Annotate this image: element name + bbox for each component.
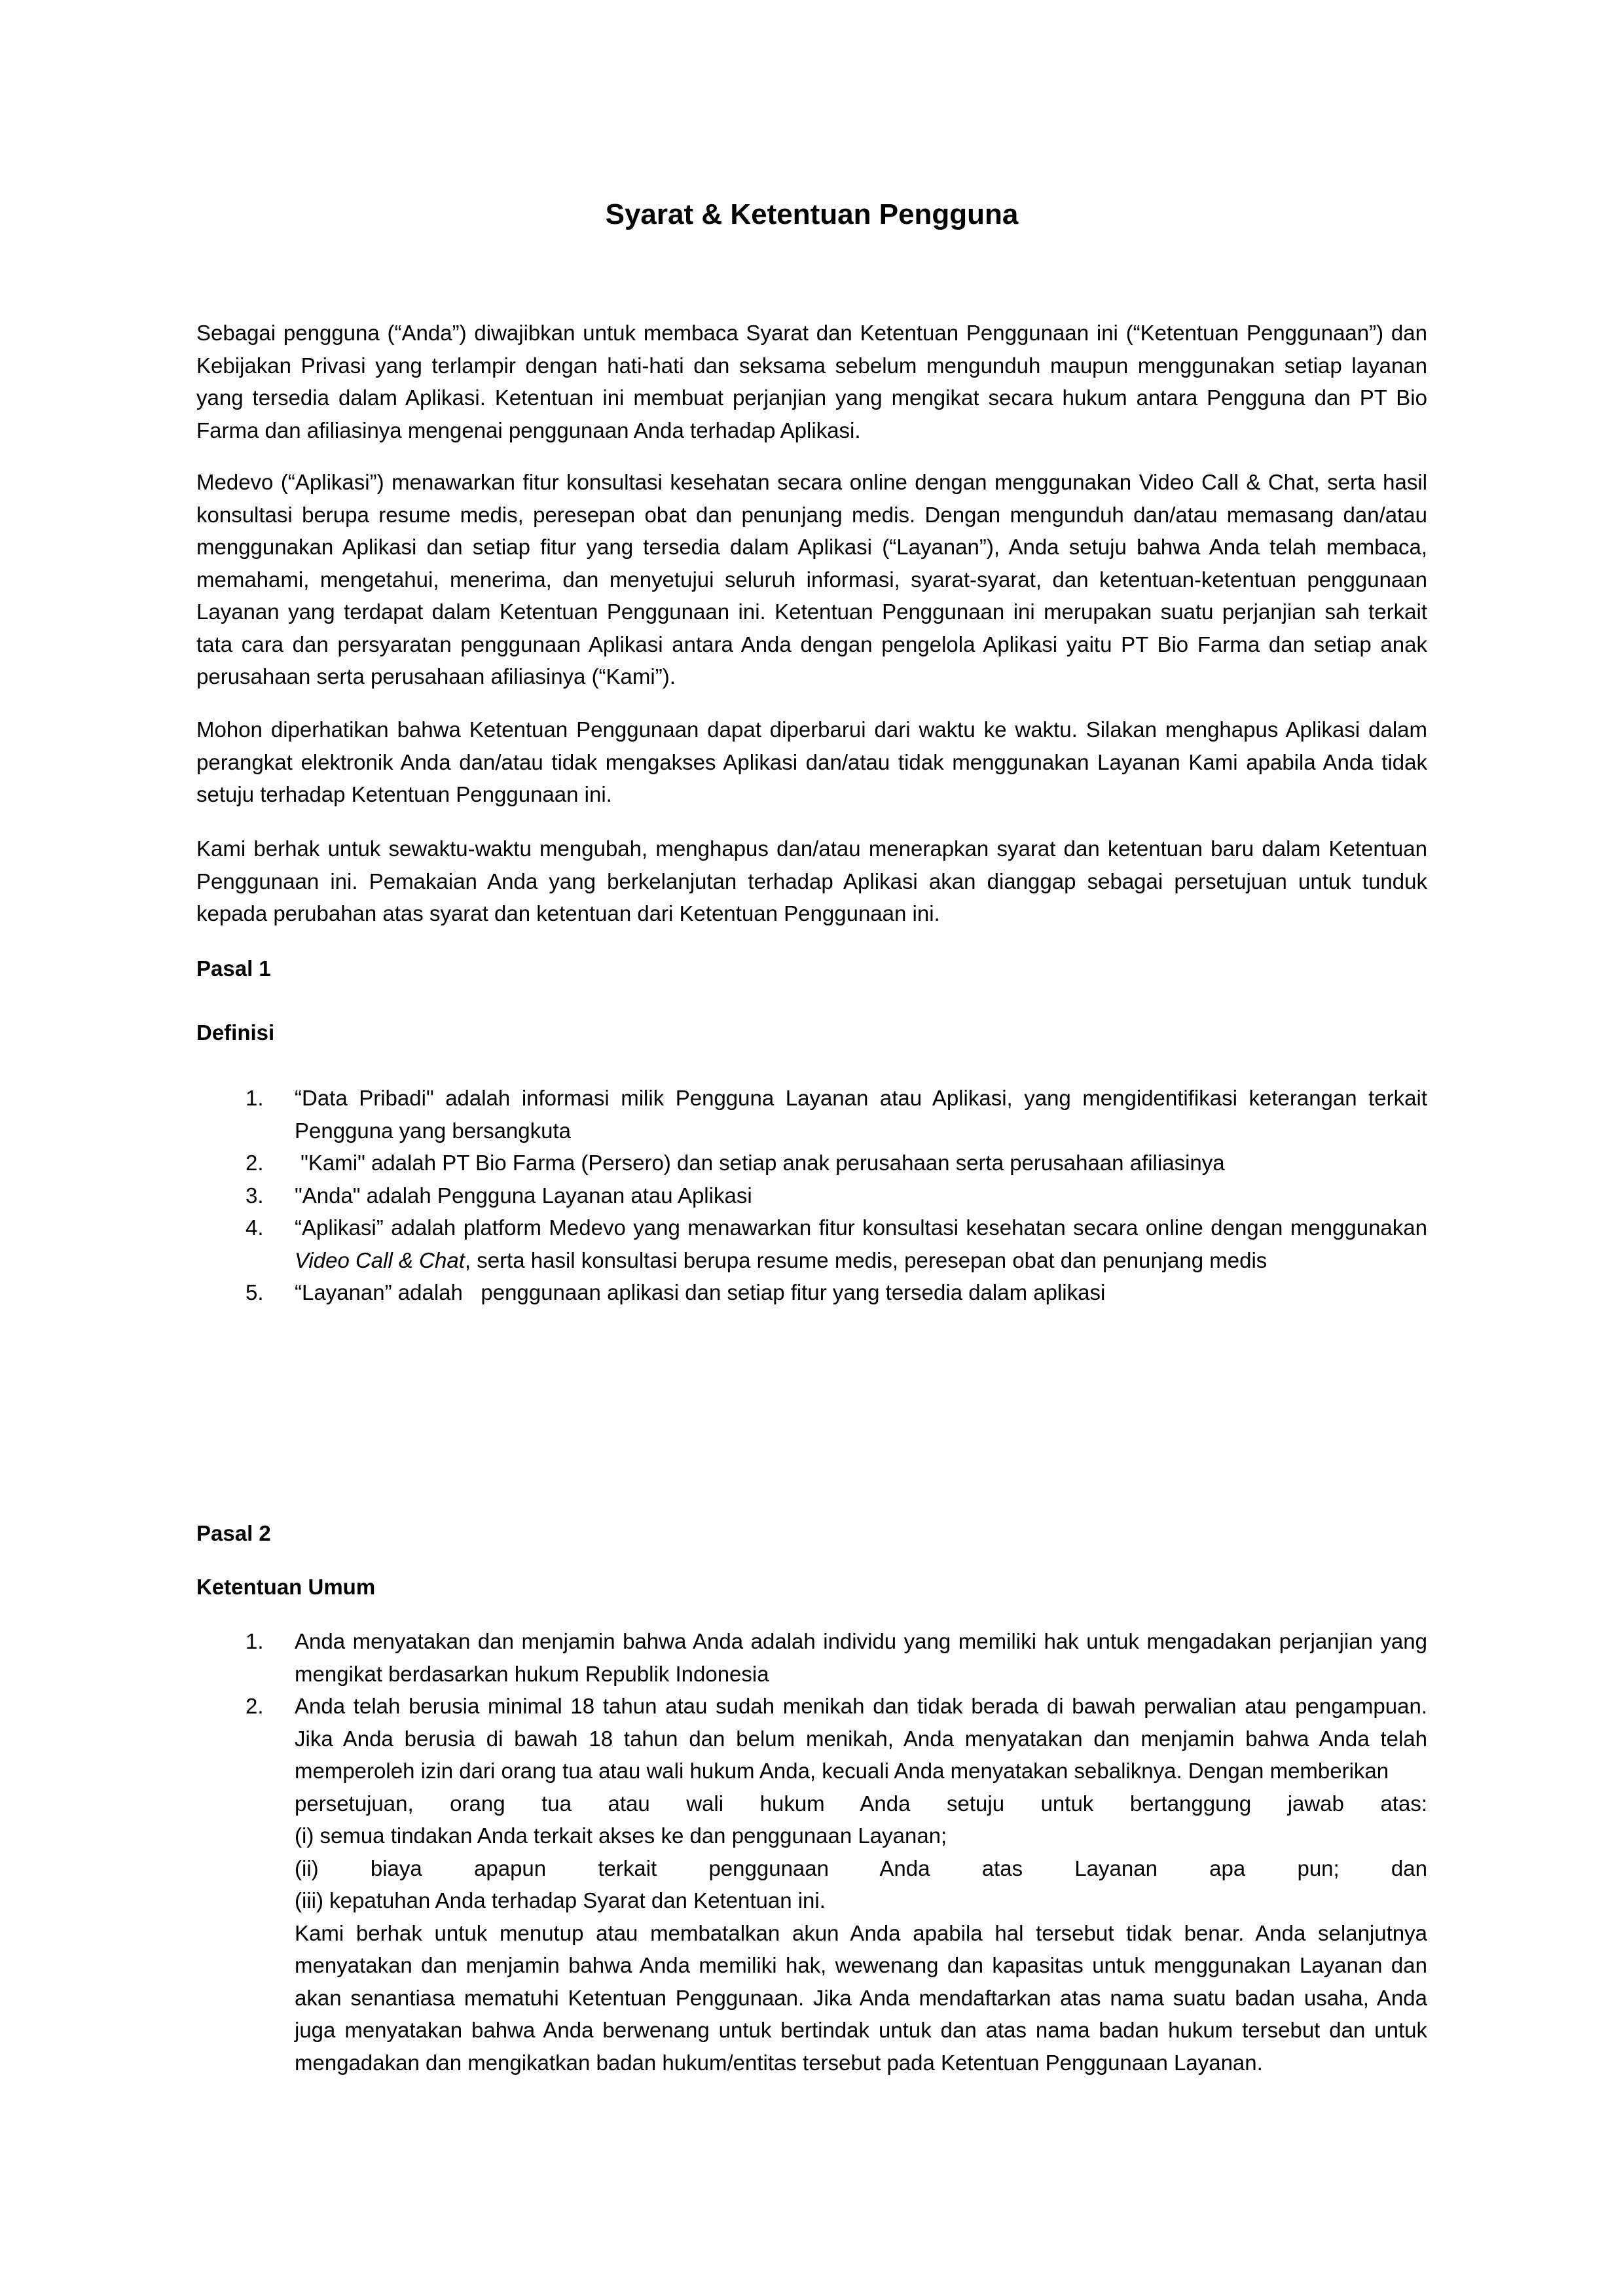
list-item-text: “Data Pribadi" adalah informasi milik Pengguna Layanan atau Aplikasi, yang mengidentifikasi keterangan terkait Pengguna yang bersangkuta xyxy=(295,1086,1427,1143)
intro-paragraph-4: Kami berhak untuk sewaktu-waktu mengubah, menghapus dan/atau menerapkan syarat dan ketentuan baru dalam Ketentuan Penggunaan ini. Pemakaian Anda yang berkelanjutan terhadap Aplikasi akan dianggap sebagai persetujuan untuk tunduk kepada perubahan atas syarat dan ketentuan dari Ketentuan Penggunaan ini. xyxy=(196,836,1427,925)
list-item-text: Anda menyatakan dan menjamin bahwa Anda adalah individu yang memiliki hak untuk mengadakan perjanjian yang mengikat berdasarkan hukum Republik Indonesia xyxy=(295,1629,1427,1686)
document-title: Syarat & Ketentuan Pengguna xyxy=(605,198,1019,230)
list-item-text: Anda telah berusia minimal 18 tahun atau sudah menikah dan tidak berada di bawah perwalian atau pengampuan. Jika Anda berusia di bawah 18 tahun dan belum menikah, Anda menyatakan dan menjamin bahwa Anda telah memperoleh izin dari orang tua atau wali hukum Anda, kecuali Anda menyatakan sebaliknya. Dengan memberikan xyxy=(295,1694,1427,1783)
sub-clause-ii: (ii) biaya apapun terkait penggunaan Anda atas Layanan apa pun; dan xyxy=(295,1856,1427,1880)
list-item xyxy=(196,1276,1427,1309)
list-number: 3. xyxy=(246,1183,264,1208)
intro-paragraph-2: Medevo (“Aplikasi”) menawarkan fitur konsultasi kesehatan secara online dengan menggunakan Video Call & Chat, serta hasil konsultasi berupa resume medis, peresepan obat dan penunjang medis. Dengan mengunduh dan/atau memasang dan/atau menggunakan Aplikasi dan setiap fitur yang tersedia dalam Aplikasi (“Layanan”), Anda setuju bahwa Anda telah membaca, memahami, mengetahui, menerima, dan menyetujui seluruh informasi, syarat-syarat, dan ketentuan-ketentuan penggunaan Layanan yang terdapat dalam Ketentuan Penggunaan ini. Ketentuan Penggunaan ini merupakan suatu perjanjian sah terkait tata cara dan persyaratan penggunaan Aplikasi antara Anda dengan pengelola Aplikasi yaitu PT Bio Farma dan setiap anak perusahaan serta perusahaan afiliasinya (“Kami”). xyxy=(196,470,1427,689)
list-item xyxy=(196,1147,1427,1179)
pasal1-definition-list xyxy=(196,1082,1427,1309)
intro-paragraph-3: Mohon diperhatikan bahwa Ketentuan Penggunaan dapat diperbarui dari waktu ke waktu. Silakan menghapus Aplikasi dalam perangkat elektronik Anda dan/atau tidak mengakses Aplikasi dan/atau tidak menggunakan Layanan Kami apabila Anda tidak setuju terhadap Ketentuan Penggunaan ini. xyxy=(196,717,1427,806)
pasal1-label: Pasal 1 xyxy=(196,956,271,980)
list-number: 1. xyxy=(246,1086,264,1110)
pasal2-general-list xyxy=(196,1625,1427,2079)
list-item-text: "Kami" adalah PT Bio Farma (Persero) dan setiap anak perusahaan serta perusahaan afiliasinya xyxy=(295,1151,1225,1175)
list-item-text: "Anda" adalah Pengguna Layanan atau Aplikasi xyxy=(295,1183,752,1208)
list-item xyxy=(196,1179,1427,1212)
sub-clause-i: (i) semua tindakan Anda terkait akses ke dan penggunaan Layanan; xyxy=(295,1823,947,1848)
list-number: 1. xyxy=(246,1629,264,1653)
list-item-text-part: , serta hasil konsultasi berupa resume medis, peresepan obat dan penunjang medis xyxy=(464,1247,1267,1272)
pasal1-title: Definisi xyxy=(196,1020,275,1045)
list-item-text xyxy=(295,1211,1427,1276)
list-item-text: “Layanan” adalah penggunaan aplikasi dan setiap fitur yang tersedia dalam aplikasi xyxy=(295,1280,1106,1304)
list-number: 5. xyxy=(246,1280,264,1304)
list-item xyxy=(196,1211,1427,1276)
sub-clause-iii: (iii) kepatuhan Anda terhadap Syarat dan Ketentuan ini. xyxy=(295,1888,826,1912)
intro-paragraph-1: Sebagai pengguna (“Anda”) diwajibkan untuk membaca Syarat dan Ketentuan Penggunaan ini (“Ketentuan Penggunaan”) dan Kebijakan Privasi yang terlampir dengan hati-hati dan seksama sebelum mengunduh maupun menggunakan setiap layanan yang tersedia dalam Aplikasi. Ketentuan ini membuat perjanjian yang mengikat secara hukum antara Pengguna dan PT Bio Farma dan afiliasinya mengenai penggunaan Anda terhadap Aplikasi. xyxy=(196,321,1427,442)
video-call-chat-term: Video Call & Chat xyxy=(295,1247,465,1272)
list-item xyxy=(196,1082,1427,1147)
list-number: 4. xyxy=(246,1215,264,1240)
list-item xyxy=(196,1625,1427,1690)
list-number: 2. xyxy=(246,1694,264,1718)
list-item xyxy=(196,1690,1427,2079)
list-number: 2. xyxy=(246,1151,264,1175)
list-item-text-part: “Aplikasi” adalah platform Medevo yang menawarkan fitur konsultasi kesehatan secara online dengan menggunakan xyxy=(295,1215,1427,1240)
list-item-text-end: Kami berhak untuk menutup atau membatalkan akun Anda apabila hal tersebut tidak benar. Anda selanjutnya menyatakan dan menjamin bahwa Anda memiliki hak, wewenang dan kapasitas untuk menggunakan Layanan dan akan senantiasa mematuhi Ketentuan Penggunaan. Jika Anda mendaftarkan atas nama suatu badan usaha, Anda juga menyatakan bahwa Anda berwenang untuk bertindak untuk dan atas nama badan hukum tersebut dan untuk mengadakan dan mengikatkan badan hukum/entitas tersebut pada Ketentuan Penggunaan Layanan. xyxy=(295,1920,1427,2075)
pasal2-title: Ketentuan Umum xyxy=(196,1575,376,1599)
guardian-consent-line: persetujuan, orang tua atau wali hukum Anda setuju untuk bertanggung jawab atas: xyxy=(295,1791,1427,1816)
pasal2-label: Pasal 2 xyxy=(196,1521,271,1545)
